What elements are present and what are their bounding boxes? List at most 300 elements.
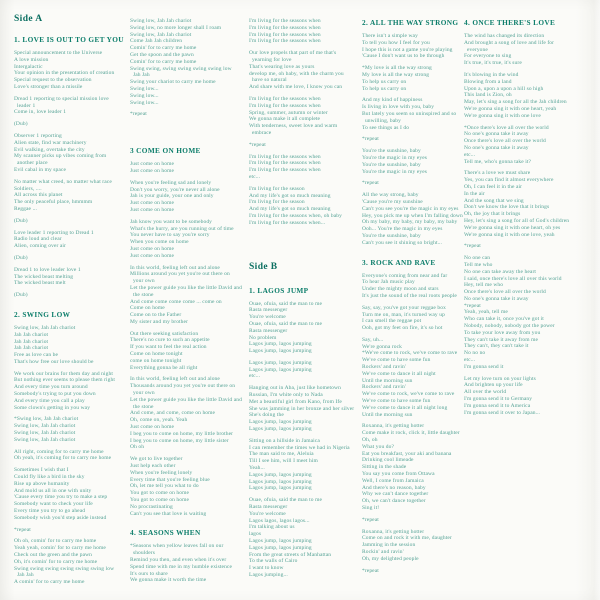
lyric-line: Just come on home <box>130 161 175 168</box>
lyric-line: leader 1 <box>14 102 36 109</box>
lyric-line: The man said to me, Aleluia <box>249 451 314 458</box>
lyric-line: 'Cause every time you try to make a step <box>14 494 108 501</box>
lyric-line: Swing low, Jah Jah chariot <box>14 430 76 437</box>
lyric-line: They can't, they can't take it <box>464 343 529 350</box>
lyric-line: Oh oh, comin' for to carry me home <box>14 538 97 545</box>
lyric-line: We're gonna sing it with one heart, yeah <box>464 105 557 112</box>
lyric-line: Alien state, find war machinery <box>14 139 87 146</box>
lyric-line: I'm gonna send it <box>464 363 504 370</box>
lyric-line: Hey, you pick me up when I'm falling down <box>362 212 463 219</box>
stanza <box>464 125 592 166</box>
lyric-line: Jah is your guide, your one and only <box>130 193 214 200</box>
lyric-line: etc... <box>464 357 476 364</box>
stanza <box>14 218 126 225</box>
lyric-line: You never have to say you're sorry <box>130 232 210 239</box>
lyric-line: Can't you see you're the magic in my eyes <box>362 205 459 212</box>
lyric-line: Come on to the Father <box>130 312 182 319</box>
lyric-line: What you do? <box>362 443 395 450</box>
lyric-line: When you're feeling sad and lonely <box>130 179 212 186</box>
lyric-line: No one's gonna take it away <box>464 144 529 151</box>
lyric-line: everyone <box>464 46 488 53</box>
lyric-line: Rockers' and ravin' <box>362 384 406 391</box>
lyric-line: *Swing low, Jah Jah chariot <box>14 416 79 423</box>
lyric-line: Just come on home <box>130 167 175 174</box>
stanza <box>14 467 126 521</box>
lyric-line: *repeat <box>249 141 266 148</box>
lyric-line: To see things as I do <box>362 124 410 131</box>
lyric-line: It's just the sound of the real roots people <box>362 292 457 299</box>
lyric-line: There's a love we must share <box>464 170 531 177</box>
lyric-line: We're gonna sing it with one love, yeah <box>464 231 555 238</box>
lyric-line: Every time you try to go ahead <box>14 508 86 515</box>
lyric-line: Thousands around you yet you're out there on <box>130 383 236 390</box>
lyric-line: I'm gonna send it to America <box>464 402 531 409</box>
stanza <box>14 230 126 250</box>
lyric-line: Can't you see it shining so bright... <box>362 239 443 246</box>
lyric-line: Swing low... <box>130 92 159 99</box>
lyric-line: To tell you how I feel for you <box>362 39 430 46</box>
lyric-line: Until the morning sun <box>362 377 413 384</box>
lyric-line: your own <box>130 278 155 285</box>
lyric-line: No problem <box>249 334 277 341</box>
lyric-line: My love is all the way strong <box>362 71 430 78</box>
stanza <box>464 376 592 417</box>
lyric-line: Oh my baby, my baby, my baby, my baby <box>362 219 458 226</box>
lyric-line: Lagos jump, lagos jumping <box>249 348 312 355</box>
lyric-line: To help us carry on <box>362 78 407 85</box>
stanza <box>14 50 126 91</box>
lyric-line: And my life's got so much meaning <box>249 206 331 213</box>
lyric-line: No procrastinating <box>130 503 173 510</box>
lyric-line: Jah Jah chariot <box>14 331 49 338</box>
lyric-line: Get the spoon and the pawn <box>130 51 194 58</box>
stanza <box>249 360 361 380</box>
lyric-line: But lately you seem so uninspired and so <box>362 110 457 117</box>
lyric-line: My sister and my brother <box>130 318 189 325</box>
lyric-line: For everyone to sing <box>464 53 512 60</box>
lyric-line: We're gonna rock <box>362 343 403 350</box>
lyric-line: Observer 1 reporting <box>14 132 62 139</box>
stanza <box>14 133 126 174</box>
lyric-line: Lagos jump, lagos jumping <box>249 478 312 485</box>
lyric-line: All over the world <box>464 389 507 396</box>
lyric-line: Once there's love all over the world <box>464 289 546 296</box>
lyric-line: *repeat <box>362 136 379 143</box>
lyric-line: That's wearing love as yours <box>249 63 315 70</box>
lyric-line: Ooh... You're the magic in my eyes <box>362 226 443 233</box>
lyric-line: Hanging out in Aba, just like hometown <box>249 385 341 392</box>
lyric-line: *repeat <box>14 526 31 533</box>
lyric-line: I'm living for the seasons when <box>249 31 321 38</box>
lyric-line: etc... <box>464 151 476 158</box>
lyric-line: Roxanna, it's getting hotter <box>362 423 425 430</box>
lyric-line: another place <box>14 160 48 167</box>
lyric-line: I'm talking about us <box>249 524 295 531</box>
lyric-line: To take your love away from you <box>464 329 541 336</box>
lyric-line: Rasta messenger <box>249 327 288 334</box>
song-title: 1. LAGOS JUMP <box>249 285 309 295</box>
lyric-line: Your opinion in the presentation of creation <box>14 70 115 77</box>
lyric-line: To the walls of Cairo <box>249 558 298 565</box>
lyric-line: I hope this is not a game you're playing <box>362 46 453 53</box>
stanza <box>14 267 126 287</box>
lyric-line: Let the power guide you like the little David and <box>130 396 242 403</box>
lyric-line: I can smell the reggae pot <box>362 318 422 325</box>
lyric-line: Swing low, no more longer shall I roam <box>130 24 222 31</box>
lyric-line: Nobody, nobody, nobody got the power <box>464 323 555 330</box>
stanza <box>14 538 126 586</box>
lyric-line: Don't you worry, you're never all alone <box>130 186 220 193</box>
song-title: 2. SWING LOW <box>14 309 71 319</box>
lyric-line: Spring, summer, autumn or winter <box>249 109 328 116</box>
lyrics-column-3 <box>249 18 361 579</box>
stanza <box>249 142 361 149</box>
lyric-line: *We've come to rock, we've come to rave <box>362 350 458 357</box>
lyric-line: Rise up above humanity <box>14 480 70 487</box>
stanza <box>362 517 474 524</box>
stanza <box>362 423 474 511</box>
lyric-line: *repeat <box>130 111 147 118</box>
lyric-line: Comin' for to carry me home <box>130 45 197 52</box>
lyric-line: Lagos jump, lagos jumping <box>249 366 312 373</box>
lyric-line: Ooh, got my feet on fire, it's so hot <box>362 325 443 332</box>
lyric-line: We're gonna sing it with one heart, oh yes <box>464 224 561 231</box>
lyric-line: And my kind of happiness <box>362 97 423 104</box>
lyric-line: What's the hurry, are you running out of time <box>130 225 234 232</box>
lyric-line: Some clown's getting in you way <box>14 404 91 411</box>
lyric-line: Sitting on a hillside in Jamaica <box>249 437 320 444</box>
lyric-line: Russian, I'm white only to Nada <box>249 392 323 399</box>
lyric-line: Rasta messenger <box>249 307 288 314</box>
lyric-line: Ouae, ofuia, said the man to me <box>249 300 323 307</box>
lyric-line: And brighten up your life <box>464 382 523 389</box>
lyric-line: Love's stronger than a missile <box>14 83 83 90</box>
lyric-line: We've come to rock, we've come to rave <box>362 391 455 398</box>
lyric-line: It's ours to share <box>130 570 168 577</box>
lyric-line: Swing low, Jah Jah chariot <box>14 423 76 430</box>
lyric-line: Hey, tell me who <box>464 282 504 289</box>
lyric-line: Evil walking, overtake the city <box>14 146 85 153</box>
song-title: 3. ROCK AND RAVE <box>362 257 436 267</box>
lyric-line: This land is Zion, oh <box>464 92 512 99</box>
lyric-line: A comin' for to carry me home <box>14 579 85 586</box>
lyric-line: come on home tonight <box>130 357 182 364</box>
lyric-line: Just come on home <box>130 424 175 431</box>
lyric-line: Sing it! <box>362 505 380 512</box>
lyric-line: I'm living for the seasons when <box>249 38 321 45</box>
lyric-line: Just come on home <box>130 206 175 213</box>
lyric-line: Just help each other <box>130 463 176 470</box>
stanza <box>249 301 361 355</box>
lyric-line: Evil cabal in my space <box>14 166 66 173</box>
lyric-line: Don't we know the love that it brings <box>464 204 550 211</box>
lyric-line: lagos <box>249 531 262 538</box>
lyric-line: Ouae, ofuia, said the man to me <box>249 320 323 327</box>
lyric-line: Could fly like a bird in the sky <box>14 474 85 481</box>
stanza <box>14 449 126 463</box>
lyric-line: Upon a, upon a upon a hill so high <box>464 85 544 92</box>
lyric-line: And my life's got so much meaning <box>249 192 331 199</box>
lyric-line: Met a beautiful girl from Kano, from Ife <box>249 398 342 405</box>
lyric-line: You're the sunshine, baby <box>362 232 421 239</box>
lyric-line: You're the magic in my eyes <box>362 168 427 175</box>
stanza <box>14 96 126 116</box>
lyric-line: Swing low... <box>130 85 159 92</box>
lyric-line: Remind you then, and even when it's over <box>130 557 227 563</box>
lyric-line: The wicked beast melt <box>14 280 66 287</box>
stanza <box>362 192 474 246</box>
lyric-line: In the air <box>464 190 485 197</box>
lyric-line: Lagos jump, lagos jumping <box>249 544 312 551</box>
lyric-line: Lagos jump, lagos jumping <box>249 341 312 348</box>
lyric-line: Yeah, yeah, tell me <box>464 309 508 316</box>
lyric-line: Oh, let me tell you what to do <box>130 483 199 490</box>
lyric-line: Yes, you can find it almost everywhere <box>464 177 554 184</box>
lyric-line: I'm living for the seasons when <box>249 18 321 24</box>
lyric-line: I want to know <box>249 565 284 572</box>
lyric-line: No one's gonna take it away <box>464 295 529 302</box>
lyric-line: Come on home <box>130 305 165 312</box>
lyrics-column-1 <box>14 14 126 586</box>
lyric-line: Oh oh <box>130 444 145 451</box>
lyric-line: Jamming in the session <box>362 542 416 549</box>
stanza <box>464 170 592 238</box>
lyric-line: We've come to have some fun <box>362 357 431 364</box>
lyric-line: Swing swing, swing swing swing swing low <box>130 65 232 72</box>
stanza <box>249 154 361 181</box>
lyric-line: Lagos jump, lagos jumping <box>249 426 312 433</box>
side-label: Side A <box>14 14 43 24</box>
lyric-line: Can't you see that love is waiting <box>130 510 207 517</box>
lyric-line: (Dub) <box>14 121 28 128</box>
lyric-line: There isn't a simple way <box>362 33 418 39</box>
lyric-line: We've come to dance it all night <box>362 370 436 377</box>
lyric-line: You're the sunshine, baby <box>362 148 421 155</box>
lyric-line: Jah Jah chariot <box>14 345 49 352</box>
lyric-line: (Dub) <box>14 292 28 299</box>
stanza <box>130 219 242 260</box>
lyric-line: Just come on home <box>130 252 175 259</box>
lyric-line: Oh, the joy that it brings <box>464 211 521 218</box>
lyric-line: I'm living for the seasons when, oh baby <box>249 212 342 219</box>
lyric-line: unwilling, baby <box>362 117 401 124</box>
lyric-line: Lagos jump, lagos jumping <box>249 359 312 366</box>
lyric-line: Comin' for to carry me home <box>130 58 197 65</box>
stanza <box>130 376 242 451</box>
lyric-line: Oh, it's comin' for to carry me home <box>14 558 98 565</box>
lyric-line: Turn me on, man, it's turned way up <box>362 311 445 318</box>
lyric-line: Alien, coming over air <box>14 243 66 250</box>
lyric-line: Come in, love leader 1 <box>14 109 67 116</box>
lyric-line: *Seasons when yellow leaves fall on our <box>130 543 224 550</box>
song-title: 3 COME ON HOME <box>130 146 201 156</box>
lyric-line: No one's gonna take it away <box>464 131 529 138</box>
lyric-line: All across this planet <box>14 192 63 199</box>
lyric-line: In this world, feeling left out and alone <box>130 264 220 271</box>
lyric-line: All right, coming for to carry me home <box>14 448 104 455</box>
lyric-line: Special request to the observation <box>14 77 92 84</box>
lyric-line: I'm living for the season <box>249 199 305 206</box>
lyric-line: Soldiers, .... <box>14 185 42 192</box>
lyric-line: Lagos jump, lagos jumping <box>249 485 312 492</box>
stanza <box>130 543 242 584</box>
lyric-line: develop me, oh baby, with the charm you <box>249 70 344 77</box>
lyric-line: You're the sunshine, baby <box>362 161 421 168</box>
lyric-line: No no no <box>464 350 486 357</box>
lyric-line: And come, and come, come on home <box>130 410 216 417</box>
lyric-line: But nothing ever seems to please them right <box>14 377 115 384</box>
stanza <box>362 337 474 419</box>
lyric-line: I'm living for the seasons when <box>249 24 321 31</box>
lyric-line: Swing low, Jah Jah chariot <box>130 18 192 24</box>
lyric-line: You got to come on home <box>130 490 190 497</box>
lyric-line: *repeat <box>464 302 481 309</box>
lyric-line: Who can take it, once you've got it <box>464 316 544 323</box>
lyric-line: Hey, let's sing a song for all of God's children <box>464 217 570 224</box>
stanza <box>14 121 126 128</box>
lyric-line: Out there seeking satisfaction <box>130 330 199 337</box>
stanza <box>14 292 126 299</box>
lyric-line: Swing low, Jah Jah chariot <box>14 436 76 443</box>
lyric-line: And mold us all in one with unity <box>14 487 92 494</box>
stanza <box>130 180 242 214</box>
lyric-line: *repeat <box>362 180 379 187</box>
lyric-line: The wicked beast melting <box>14 273 74 280</box>
song-title: 1. LOVE IS OUT TO GET YOU <box>14 35 124 44</box>
lyric-line: We gonna make it all complete <box>249 116 321 123</box>
lyric-line: etc... <box>249 373 261 380</box>
lyric-line: And the song that we sing <box>464 197 524 204</box>
lyric-line: And come come come come ... come on <box>130 298 222 305</box>
lyric-line: I beg you to come on home, my little brother <box>130 430 234 437</box>
stanza <box>464 255 592 371</box>
stanza <box>14 179 126 213</box>
stanza <box>130 18 242 106</box>
lyric-line: To help us carry on <box>362 85 407 92</box>
lyric-line: Tell me who <box>464 261 493 268</box>
lyric-line: That's how free our love should be <box>14 358 94 365</box>
lyric-line: We've come to dance it all night long <box>362 404 448 411</box>
lyric-line: Rasta messenger <box>249 504 288 511</box>
lyric-line: have so natural <box>249 77 287 84</box>
lyric-line: I'm gonna send it over to Japan... <box>464 409 541 416</box>
lyric-line: Oh yeah, it's coming for to carry me home <box>14 455 112 462</box>
stanza <box>130 161 242 175</box>
lyric-line: My scanner picks up vibes coming from <box>14 153 107 160</box>
lyric-line: I'm living for the seasons when <box>249 153 321 160</box>
stanza <box>130 111 242 118</box>
lyric-line: Oh, we can't dance together <box>362 498 426 505</box>
lyric-line: shoulders <box>130 550 155 557</box>
stanza <box>14 255 126 262</box>
lyric-line: We got to live together <box>130 456 183 463</box>
lyric-line: To hear Jah music play <box>362 279 415 286</box>
lyric-line: Once there's love all over the world <box>464 138 546 145</box>
stanza <box>362 136 474 143</box>
lyric-line: I'm living for the seasons when <box>249 167 321 174</box>
lyrics-column-5 <box>464 18 592 416</box>
lyric-line: From the great streets of Manhattan <box>249 551 332 558</box>
stanza <box>362 273 474 300</box>
stanza <box>362 33 474 60</box>
lyric-line: Everything gonna be all right <box>130 364 198 371</box>
lyric-line: Roxanna, it's getting hotter <box>362 528 425 535</box>
stanza <box>14 527 126 534</box>
lyric-line: Sitting in the shade <box>362 464 407 471</box>
lyrics-column-2 <box>130 18 242 584</box>
lyric-line: I'm living for the seasons when <box>249 160 321 167</box>
lyric-line: It's true, it's true, it's sure <box>464 60 522 67</box>
lyric-line: embrace <box>249 129 272 136</box>
lyric-line: A love mission <box>14 56 49 63</box>
stanza <box>249 50 361 91</box>
lyric-line: Oh, oh <box>362 437 378 444</box>
lyric-line: We're gonna sing it with one love <box>464 112 541 119</box>
lyric-line: Until the morning sun <box>362 411 413 418</box>
stanza <box>362 97 474 131</box>
lyric-line: Millions around you yet you're out there on <box>130 271 230 278</box>
stanza <box>249 385 361 433</box>
lyric-line: You're welcome <box>249 314 286 321</box>
song-title: 4. SEASONS WHEN <box>130 528 201 538</box>
lyric-line: Oh, my delighted people <box>362 555 419 562</box>
lyric-line: Come Jah Jah children <box>130 38 183 45</box>
lyric-line: Eat you breakfast, your aki and banana <box>362 450 452 457</box>
lyric-line: etc... <box>249 173 261 180</box>
lyric-line: yearning for love <box>249 56 292 63</box>
lyric-line: Yeah yeah, comin' for to carry me home <box>14 545 106 552</box>
lyric-line: We gonna make it worth the time <box>130 577 207 584</box>
lyric-line: Till I see him, will I meet him <box>249 458 318 465</box>
lyric-line: You say you come from Ottawa <box>362 471 435 478</box>
lyric-line: Lagos jump, lagos jumping <box>249 538 312 545</box>
lyric-line: I'm gonna send it to Germany <box>464 396 533 403</box>
lyric-line: Swing low, Jah Jah chariot <box>14 324 76 331</box>
lyric-line: the stone <box>130 291 154 298</box>
lyric-line: *repeat <box>362 516 379 523</box>
lyric-line: There's no cure to such an appetite <box>130 337 210 344</box>
lyric-line: Come on and rock it with me, daughter <box>362 535 452 542</box>
lyric-line: Swing low, Jah Jah chariot <box>130 31 192 38</box>
lyric-line: Somebody wish you'd step aside instead <box>14 514 107 521</box>
lyric-line: Lagos jumping... <box>249 572 288 578</box>
lyric-line: Just come on home <box>130 200 175 207</box>
lyric-line: Let my love turn on your lights <box>464 375 536 382</box>
lyric-line: The wind has changed its direction <box>464 33 545 39</box>
lyric-line: Jah Jah chariot <box>14 338 49 345</box>
lyric-line: And every time you turn around <box>14 384 88 391</box>
lyric-line: Free as love can be <box>14 352 59 359</box>
lyric-line: I'm living for the season <box>249 185 305 192</box>
stanza <box>130 456 242 517</box>
stanza <box>130 265 242 326</box>
lyric-line: They can't take it away from me <box>464 336 539 343</box>
lyric-line: (Dub) <box>14 217 28 224</box>
lyric-line: Say, say, you've got your reggae box <box>362 304 446 311</box>
lyric-line: *repeat <box>464 243 481 250</box>
lyric-line: Love leader 1 reporting to Dread 1 <box>14 229 94 236</box>
lyric-line: No one can take away the heart <box>464 268 537 275</box>
lyric-line: Lagos lagos, lagos lagos... <box>249 517 310 524</box>
lyric-line: I said, once there's love all over this world <box>464 275 562 282</box>
lyric-line: the stone <box>130 403 154 410</box>
stanza <box>14 325 126 366</box>
lyric-line: Come on home tonight <box>130 351 183 358</box>
lyric-line: Why we can't dance together <box>362 491 429 498</box>
lyric-line: Everyone's coming from near and far <box>362 272 448 279</box>
lyric-line: She was jamming in her bronze and her silver <box>249 405 355 412</box>
song-title: 4. ONCE THERE'S LOVE <box>464 18 556 27</box>
